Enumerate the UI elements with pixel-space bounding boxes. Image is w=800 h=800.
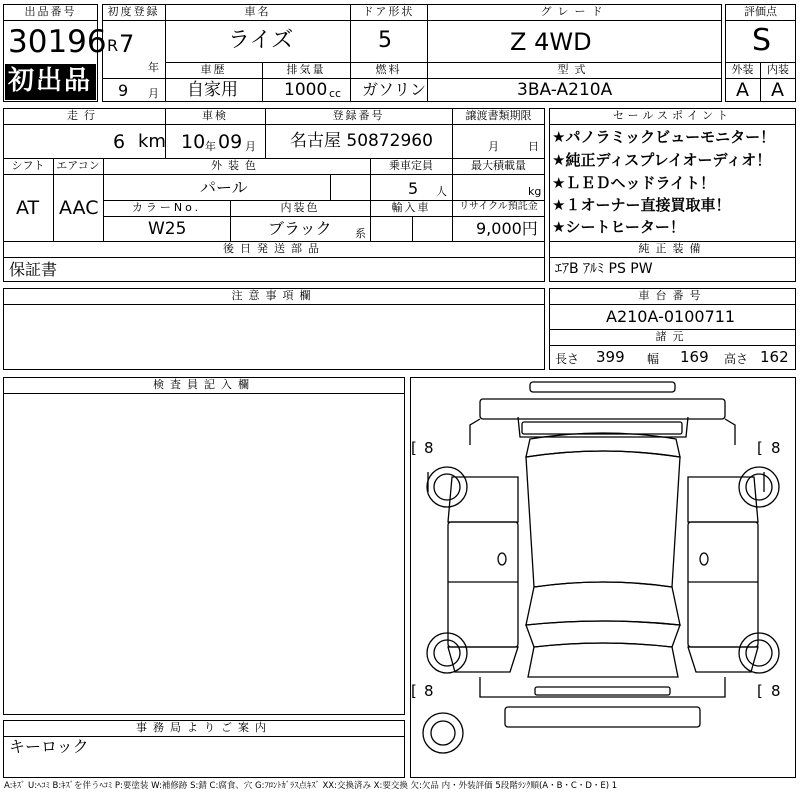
lot-number: 30196 (8, 24, 107, 60)
grade-label: グレード (540, 5, 609, 18)
mileage-label: 走行 (67, 109, 101, 122)
max-load-unit: kg (528, 185, 542, 198)
door-value: 5 (378, 28, 392, 53)
max-load-label: 最大積載量 (471, 159, 526, 172)
tire-rr-value: 8 (771, 682, 781, 700)
dims-height: 162 (760, 348, 789, 366)
int-color-value: ブラック (268, 219, 332, 238)
int-color-label: 内装色 (280, 201, 320, 214)
chassis-value: A210A-0100711 (606, 307, 736, 326)
sales-points-label: セールスポイント (612, 109, 732, 122)
dims-label: 諸元 (655, 330, 690, 343)
sales-point-item: ★パノラミックビューモニター！ (552, 128, 776, 146)
office-label: 事務局よりご案内 (136, 721, 272, 734)
tire-fl-value: 8 (424, 439, 434, 457)
tire-rl-bracket-l: [ (411, 682, 417, 700)
color-no-label: カラーNo. (131, 201, 202, 214)
inspector-label: 検査員記入欄 (153, 378, 255, 391)
ext-color-label: 外装色 (211, 159, 262, 172)
equipment-value: ｴｱB ｱﾙﾐ PS PW (555, 261, 653, 277)
dims-length-label: 長さ (555, 352, 580, 366)
first-reg-month: 9 (118, 81, 129, 100)
first-reg-year: 7 (119, 30, 135, 58)
dims-width-label: 幅 (647, 352, 660, 366)
lot-label: 出品番号 (24, 5, 77, 18)
car-name-value: ライズ (228, 28, 294, 53)
capacity-unit: 人 (436, 185, 447, 198)
fuel-label: 燃料 (375, 63, 402, 76)
history-label: 車歴 (200, 63, 227, 76)
history-value: 自家用 (187, 80, 238, 100)
sales-point-item: ★１オーナー直接買取車！ (552, 196, 731, 214)
import-label: 輸入車 (391, 201, 431, 214)
office-value: キーロック (9, 737, 89, 756)
displacement-label: 排気量 (286, 63, 326, 76)
sales-point-item: ★純正ディスプレイオーディオ！ (552, 151, 772, 169)
displacement-unit: cc (329, 87, 342, 100)
inspector-box (3, 377, 405, 715)
sales-point-item: ★シートヒーター！ (552, 218, 685, 236)
ext-color-value: パール (200, 178, 248, 197)
aircon-label: エアコン (56, 159, 100, 172)
model-code-label: 型式 (557, 63, 592, 76)
car-name-label: 車名 (244, 5, 271, 18)
displacement-value: 1000 (284, 80, 328, 100)
shift-label: シフト (11, 159, 45, 172)
score-int-value: A (771, 79, 784, 101)
later-parts-label: 後日発送部品 (223, 242, 325, 255)
tire-rr-bracket-l: [ (757, 682, 763, 700)
equipment-label: 純正装備 (638, 242, 707, 255)
score-int-label: 内装 (767, 63, 789, 76)
recycle-label: リサイクル預託金 (459, 201, 538, 212)
dims-height-label: 高さ (724, 352, 749, 366)
score-ext-value: A (736, 79, 749, 101)
capacity-value: 5 (408, 179, 419, 198)
first-reg-month-unit: 月 (148, 87, 159, 100)
grade-value: Z 4WD (510, 28, 592, 56)
chassis-label: 車台番号 (638, 289, 707, 302)
legend: A:ｷｽﾞ U:ﾍｺﾐ B:ｷｽﾞを伴うﾍｺﾐ P:要塗装 W:補修跡 S:錆 C:腐食、穴 G:ﾌﾛﾝﾄｶﾞﾗｽ点ｷｽﾞ XX:交換済み X:要交換 欠:欠品 内・外装評価 5段階ﾗﾝｸ順(A・B・C・D・E) 1 (4, 781, 618, 791)
reg-number-label: 登録番号 (332, 109, 385, 122)
inspection-month: 09 (218, 131, 243, 153)
middle-table (3, 108, 545, 282)
fuel-value: ガソリン (362, 80, 427, 99)
later-parts-value: 保証書 (9, 260, 58, 279)
car-diagram (410, 377, 796, 778)
tire-rl-value: 8 (424, 682, 434, 700)
inspection-label: 車検 (202, 109, 228, 122)
sales-point-item: ★ＬＥＤヘッドライト！ (552, 174, 715, 192)
dims-width: 169 (680, 348, 709, 366)
model-code-value: 3BA-A210A (517, 80, 613, 100)
score-value: S (752, 23, 772, 58)
notes-label: 注意事項欄 (231, 289, 317, 302)
mileage-value: 6 (113, 131, 126, 153)
first-badge-text: 初出品 (8, 66, 93, 96)
transfer-month-unit: 月 (488, 140, 499, 153)
score-ext-label: 外装 (731, 63, 754, 76)
capacity-label: 乗車定員 (389, 159, 433, 172)
aircon-value: AAC (59, 197, 99, 219)
mileage-unit: km (138, 131, 166, 152)
recycle-value: 9,000円 (476, 219, 538, 238)
door-label: ドア形状 (362, 5, 415, 18)
tire-fr-bracket-l: [ (757, 439, 763, 457)
transfer-label: 譲渡書類期限 (465, 109, 532, 122)
first-reg-year-unit: 年 (148, 61, 159, 74)
transfer-day-unit: 日 (528, 140, 539, 153)
dims-length: 399 (596, 348, 625, 366)
score-label: 評価点 (744, 5, 777, 18)
shift-value: AT (16, 197, 40, 219)
tire-fr-value: 8 (771, 439, 781, 457)
int-color-suffix: 系 (355, 227, 366, 240)
inspection-value: 10 (181, 131, 206, 153)
inspection-month-unit: 月 (245, 140, 256, 153)
first-reg-label: 初度登録 (107, 5, 160, 18)
tire-fl-bracket-l: [ (411, 439, 417, 457)
inspection-year-unit: 年 (205, 140, 216, 153)
reg-number-value: 名古屋 50872960 (290, 131, 433, 151)
first-reg-era: R (107, 36, 119, 55)
color-no-value: W25 (148, 219, 187, 239)
